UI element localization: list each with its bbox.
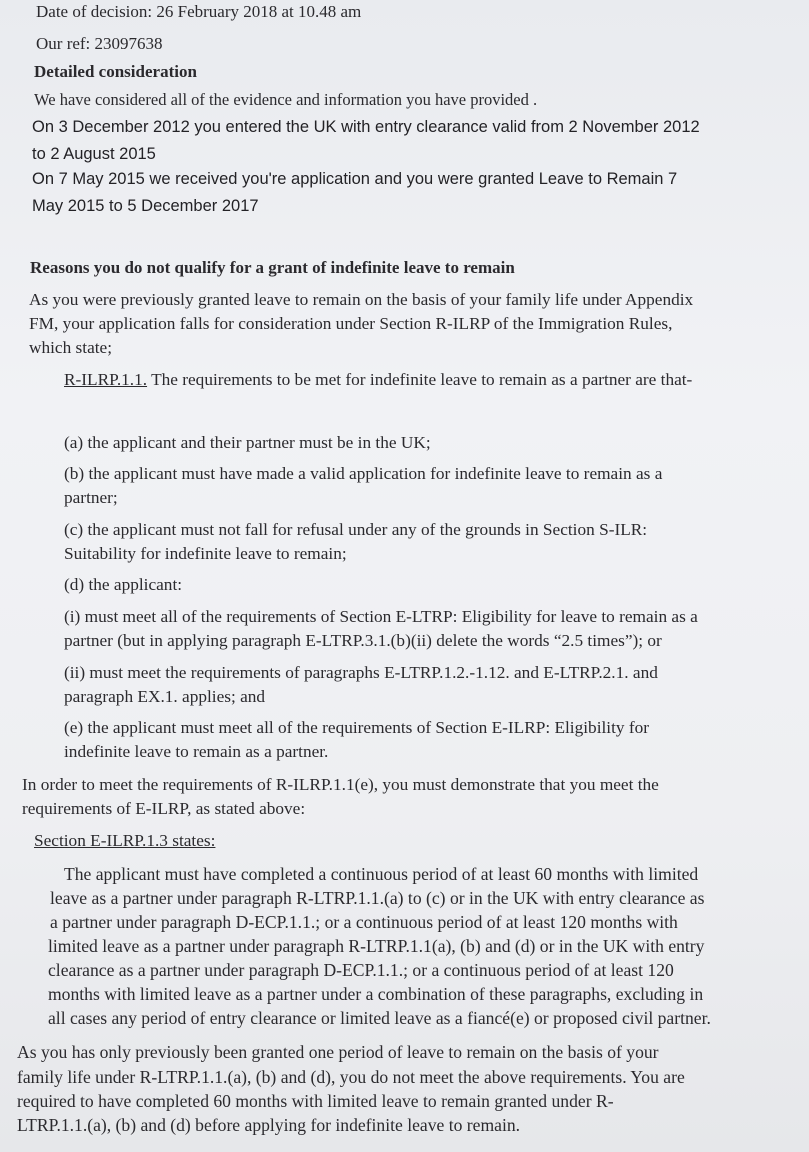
- item-c-line-1: (c) the applicant must not fall for refusal under any of the grounds in Section S-ILR:: [64, 520, 648, 539]
- quote-line-2: leave as a partner under paragraph R-LTRP.1.1.(a) to (c) or in the UK with entry clearance as: [50, 888, 705, 908]
- intro-line-2: FM, your application falls for consideration under Section R-ILRP of the Immigration Rules,: [29, 314, 673, 333]
- item-b-line-1: (b) the applicant must have made a valid application for indefinite leave to remain as a: [64, 464, 663, 483]
- item-a: (a) the applicant and their partner must be in the UK;: [64, 433, 431, 452]
- intro-line-3: which state;: [29, 338, 113, 357]
- order-line-2: requirements of E-ILRP, as stated above:: [22, 799, 306, 818]
- item-ii-line-1: (ii) must meet the requirements of paragraphs E-LTRP.1.2.-1.12. and E-LTRP.2.1. and: [64, 663, 658, 682]
- item-ii-line-2: paragraph EX.1. applies; and: [64, 687, 266, 706]
- application-history-line-2: May 2015 to 5 December 2017: [32, 197, 259, 215]
- section-e-ilrp-heading: Section E-ILRP.1.3 states:: [34, 831, 216, 850]
- quote-line-7: all cases any period of entry clearance or limited leave as a fiancé(e) or proposed civil partner.: [48, 1008, 711, 1028]
- conclusion-line-3: required to have completed 60 months with limited leave to remain granted under R-: [17, 1091, 614, 1111]
- order-line-1: In order to meet the requirements of R-ILRP.1.1(e), you must demonstrate that you meet the: [22, 775, 659, 794]
- rule-r-ilrp-1-1: [64, 370, 692, 390]
- detailed-consideration-heading: Detailed consideration: [34, 62, 197, 81]
- quote-line-1: The applicant must have completed a continuous period of at least 60 months with limited: [64, 864, 699, 884]
- quote-line-3: a partner under paragraph D-ECP.1.1.; or a continuous period of at least 120 months with: [50, 912, 678, 932]
- rule-text: The requirements to be met for indefinite leave to remain as a partner are that-: [147, 370, 693, 389]
- entry-history-line-1: On 3 December 2012 you entered the UK with entry clearance valid from 2 November 2012: [32, 118, 700, 136]
- item-e-line-1: (e) the applicant must meet all of the requirements of Section E-ILRP: Eligibility for: [64, 718, 650, 737]
- application-history-line-1: On 7 May 2015 we received you're application and you were granted Leave to Remain 7: [32, 170, 678, 188]
- item-c-line-2: Suitability for indefinite leave to remain;: [64, 544, 347, 563]
- quote-line-5: clearance as a partner under paragraph D-ECP.1.1.; or a continuous period of at least 120: [48, 960, 674, 980]
- rule-reference: R-ILRP.1.1.: [64, 370, 148, 389]
- entry-history-line-2: to 2 August 2015: [32, 145, 156, 163]
- item-b-line-2: partner;: [64, 488, 118, 507]
- item-d: (d) the applicant:: [64, 575, 183, 594]
- our-reference: Our ref: 23097638: [36, 34, 163, 53]
- item-e-line-2: indefinite leave to remain as a partner.: [64, 742, 329, 761]
- item-i-line-1: (i) must meet all of the requirements of Section E-LTRP: Eligibility for leave to remain as a: [64, 607, 698, 626]
- conclusion-line-1: As you has only previously been granted one period of leave to remain on the basis of your: [17, 1042, 659, 1062]
- reasons-heading: Reasons you do not qualify for a grant of indefinite leave to remain: [30, 258, 515, 277]
- item-i-line-2: partner (but in applying paragraph E-LTRP.3.1.(b)(ii) delete the words “2.5 times”); or: [64, 631, 662, 650]
- intro-line-1: As you were previously granted leave to remain on the basis of your family life under Appendix: [29, 290, 694, 309]
- date-of-decision: Date of decision: 26 February 2018 at 10.48 am: [36, 2, 362, 21]
- conclusion-line-2: family life under R-LTRP.1.1.(a), (b) and (d), you do not meet the above requirements. You are: [17, 1067, 685, 1087]
- quote-line-4: limited leave as a partner under paragraph R-LTRP.1.1(a), (b) and (d) or in the UK with entry: [48, 936, 705, 956]
- quote-line-6: months with limited leave as a partner under a combination of these paragraphs, excluding in: [48, 984, 704, 1004]
- considered-statement: We have considered all of the evidence and information you have provided .: [34, 90, 538, 109]
- conclusion-line-4: LTRP.1.1.(a), (b) and (d) before applying for indefinite leave to remain.: [17, 1115, 521, 1135]
